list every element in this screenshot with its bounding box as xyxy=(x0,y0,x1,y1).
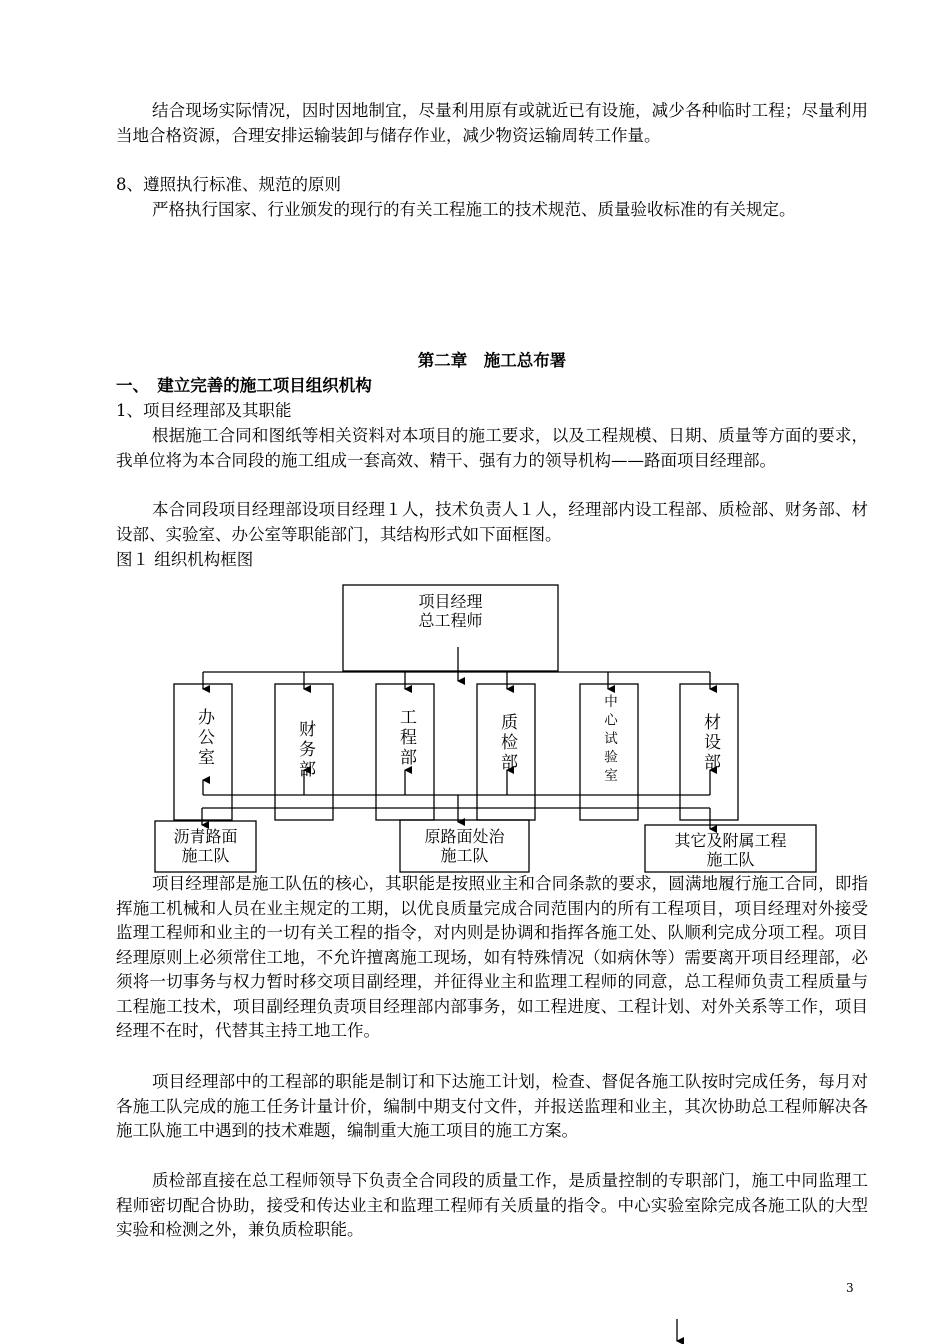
subsection-heading-1: 1、项目经理部及其职能 xyxy=(116,401,292,420)
team-ancillary-line2: 施工队 xyxy=(706,850,755,869)
top-box-line1: 项目经理 xyxy=(418,592,483,611)
team-ancillary xyxy=(645,831,816,869)
chapter-title: 第二章 施工总布署 xyxy=(417,351,567,370)
top-box-line2: 总工程师 xyxy=(418,611,483,630)
team-ancillary-line1: 其它及附属工程 xyxy=(674,831,787,850)
figure-caption: 图１ 组织机构框图 xyxy=(116,550,254,569)
team-repair xyxy=(400,827,529,865)
paragraph-3: 严格执行国家、行业颁发的现行的有关工程施工的技术规范、质量验收标准的有关规定。 xyxy=(152,200,796,219)
paragraph-4: 根据施工合同和图纸等相关资料对本项目的施工要求，以及工程规模、日期、质量等方面的要求，我单位将为本合同段的施工组成一套高效、精干、强有力的领导机构——路面项目经理部。 xyxy=(116,426,868,470)
team-repair-line2: 施工队 xyxy=(440,846,489,865)
section-heading-1: 一、 建立完善的施工项目组织机构 xyxy=(116,376,372,395)
paragraph-6: 项目经理部是施工队伍的核心，其职能是按照业主和合同条款的要求，圆满地履行施工合同，即指挥施工机械和人员在业主规定的工期，以优良质量完成合同范围内的所有工程项目，项目经理对外接受监理工程师和业主的一切有关工程的指令，对内则是协调和指挥各施工处、队顺利完成分项工程。项目经理原则上必须常住工地，不允许擅离施工现场，如有特殊情况（如病休等）需要离开项目经理部，必须将一切事务与权力暂时移交项目副经理，并征得业主和监理工程师的同意，总工程师负责工程质量与工程施工技术，项目副经理负责项目经理部内部事务，如工程进度、工程计划、对外关系等工作，项目经理不在时，代替其主持工地工作。 xyxy=(116,874,868,1040)
dept-office: 办公室 xyxy=(194,708,214,768)
paragraph-1: 结合现场实际情况，因时因地制宜，尽量利用原有或就近已有设施，减少各种临时工程；尽量利用当地合格资源，合理安排运输装卸与储存作业，减少物资运输周转工作量。 xyxy=(116,101,868,145)
paragraph-5: 本合同段项目经理部设项目经理１人，技术负责人１人，经理部内设工程部、质检部、财务部、材设部、实验室、办公室等职能部门，其结构形式如下面框图。 xyxy=(116,500,868,544)
team-asphalt-line2: 施工队 xyxy=(181,846,230,865)
dept-quality: 质检部 xyxy=(497,713,517,773)
dept-engineering: 工程部 xyxy=(396,708,416,768)
paragraph-2-heading: 8、遵照执行标准、规范的原则 xyxy=(116,175,341,194)
team-asphalt-line1: 沥青路面 xyxy=(173,827,238,846)
team-repair-line1: 原路面处治 xyxy=(424,827,505,846)
paragraph-8: 质检部直接在总工程师领导下负责全合同段的质量工作，是质量控制的专职部门，施工中同监理工程师密切配合协助，接受和传达业主和监理工程师有关质量的指令。中心实验室除完成各施工队的大型实验和检测之外，兼负质检职能。 xyxy=(116,1171,868,1239)
dept-materials: 材设部 xyxy=(700,713,720,773)
dept-lab: 中心试验室 xyxy=(601,694,617,787)
dept-finance: 财务部 xyxy=(295,720,315,780)
team-asphalt xyxy=(155,827,256,865)
top-box xyxy=(343,592,558,630)
page-number: 3 xyxy=(846,1281,854,1295)
paragraph-7: 项目经理部中的工程部的职能是制订和下达施工计划，检查、督促各施工队按时完成任务，每月对各施工队完成的施工任务计量计价，编制中期支付文件，并报送监理和业主，其次协助总工程师解决各施工队施工中遇到的技术难题，编制重大施工项目的施工方案。 xyxy=(116,1072,868,1140)
